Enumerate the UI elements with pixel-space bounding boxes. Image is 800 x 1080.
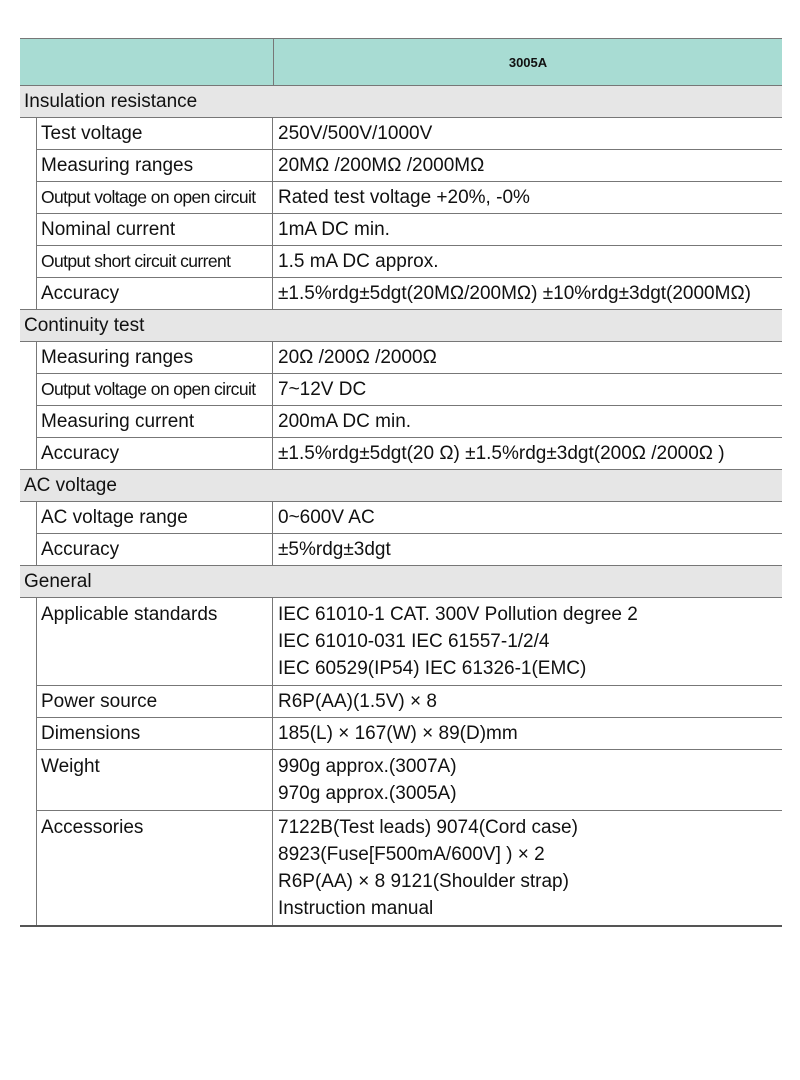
- value-line: 7~12V DC: [278, 379, 367, 400]
- table-row: [36, 214, 782, 246]
- section-rows: [20, 598, 782, 925]
- row-value: [273, 534, 782, 565]
- row-value: [273, 118, 782, 149]
- row-value: [273, 246, 782, 277]
- row-label: Accessories: [36, 811, 273, 925]
- row-label: Output voltage on open circuit: [36, 374, 273, 405]
- table-row: [36, 246, 782, 278]
- row-label: Measuring ranges: [36, 342, 273, 373]
- table-body: [20, 86, 782, 925]
- spec-table: [20, 38, 782, 927]
- table-row: [36, 438, 782, 469]
- row-value: [273, 214, 782, 245]
- table-row: [36, 406, 782, 438]
- value-line: IEC 61010-1 CAT. 300V Pollution degree 2: [278, 604, 638, 625]
- section-title: Continuity test: [20, 310, 782, 342]
- table-row: [36, 182, 782, 214]
- value-line: R6P(AA)(1.5V) × 8: [278, 691, 437, 712]
- row-value: [273, 374, 782, 405]
- row-label: Accuracy: [36, 438, 273, 469]
- value-line: IEC 61010-031 IEC 61557-1/2/4: [278, 631, 550, 652]
- row-label: Applicable standards: [36, 598, 273, 685]
- value-line: 1mA DC min.: [278, 219, 390, 240]
- value-line: Rated test voltage +20%, -0%: [278, 187, 530, 208]
- value-line: 20MΩ /200MΩ /2000MΩ: [278, 155, 485, 176]
- table-row: [36, 502, 782, 534]
- table-row: [36, 534, 782, 565]
- table-row: [36, 342, 782, 374]
- section-rows: [20, 118, 782, 310]
- value-line: ±1.5%rdg±5dgt(20 Ω) ±1.5%rdg±3dgt(200Ω /2000Ω ): [278, 443, 725, 464]
- value-line: 250V/500V/1000V: [278, 123, 433, 144]
- value-line: 20Ω /200Ω /2000Ω: [278, 347, 437, 368]
- table-row: [36, 811, 782, 925]
- value-line: 185(L) × 167(W) × 89(D)mm: [278, 723, 518, 744]
- table-header: [20, 39, 782, 86]
- value-line: ±5%rdg±3dgt: [278, 539, 391, 560]
- value-line: IEC 60529(IP54) IEC 61326-1(EMC): [278, 658, 587, 679]
- value-line: 7122B(Test leads) 9074(Cord case): [278, 817, 578, 838]
- row-value: [273, 150, 782, 181]
- row-value: [273, 342, 782, 373]
- table-row: [36, 374, 782, 406]
- table-row: [36, 718, 782, 750]
- row-label: Output voltage on open circuit: [36, 182, 273, 213]
- value-line: Instruction manual: [278, 898, 434, 919]
- row-label: Weight: [36, 750, 273, 810]
- section-title: AC voltage: [20, 470, 782, 502]
- row-value: [273, 438, 782, 469]
- row-label: Power source: [36, 686, 273, 717]
- row-label: Measuring ranges: [36, 150, 273, 181]
- row-label: Output short circuit current: [36, 246, 273, 277]
- row-value: [273, 278, 782, 309]
- row-label: AC voltage range: [36, 502, 273, 533]
- value-line: R6P(AA) × 8 9121(Shoulder strap): [278, 871, 569, 892]
- row-value: [273, 182, 782, 213]
- row-value: [273, 406, 782, 437]
- table-row: [36, 598, 782, 686]
- section-title: Insulation resistance: [20, 86, 782, 118]
- value-line: 970g approx.(3005A): [278, 783, 457, 804]
- table-row: [36, 150, 782, 182]
- row-label: Accuracy: [36, 534, 273, 565]
- value-line: 8923(Fuse[F500mA/600V] ) × 2: [278, 844, 545, 865]
- row-label: Test voltage: [36, 118, 273, 149]
- row-label: Accuracy: [36, 278, 273, 309]
- row-label: Nominal current: [36, 214, 273, 245]
- section-title: General: [20, 566, 782, 598]
- row-value: [273, 750, 782, 810]
- header-blank-cell: [20, 39, 274, 85]
- table-row: [36, 750, 782, 811]
- table-row: [36, 118, 782, 150]
- value-line: 200mA DC min.: [278, 411, 412, 432]
- row-value: [273, 598, 782, 685]
- table-row: [36, 278, 782, 309]
- row-label: Measuring current: [36, 406, 273, 437]
- value-line: 990g approx.(3007A): [278, 756, 457, 777]
- section-rows: [20, 342, 782, 470]
- table-row: [36, 686, 782, 718]
- section-rows: [20, 502, 782, 566]
- value-line: 1.5 mA DC approx.: [278, 251, 439, 272]
- row-value: [273, 718, 782, 749]
- value-line: ±1.5%rdg±5dgt(20MΩ/200MΩ) ±10%rdg±3dgt(2000MΩ): [278, 283, 751, 304]
- model-header: 3005A: [508, 54, 548, 70]
- row-value: [273, 811, 782, 925]
- value-line: 0~600V AC: [278, 507, 375, 528]
- row-value: [273, 686, 782, 717]
- row-value: [273, 502, 782, 533]
- row-label: Dimensions: [36, 718, 273, 749]
